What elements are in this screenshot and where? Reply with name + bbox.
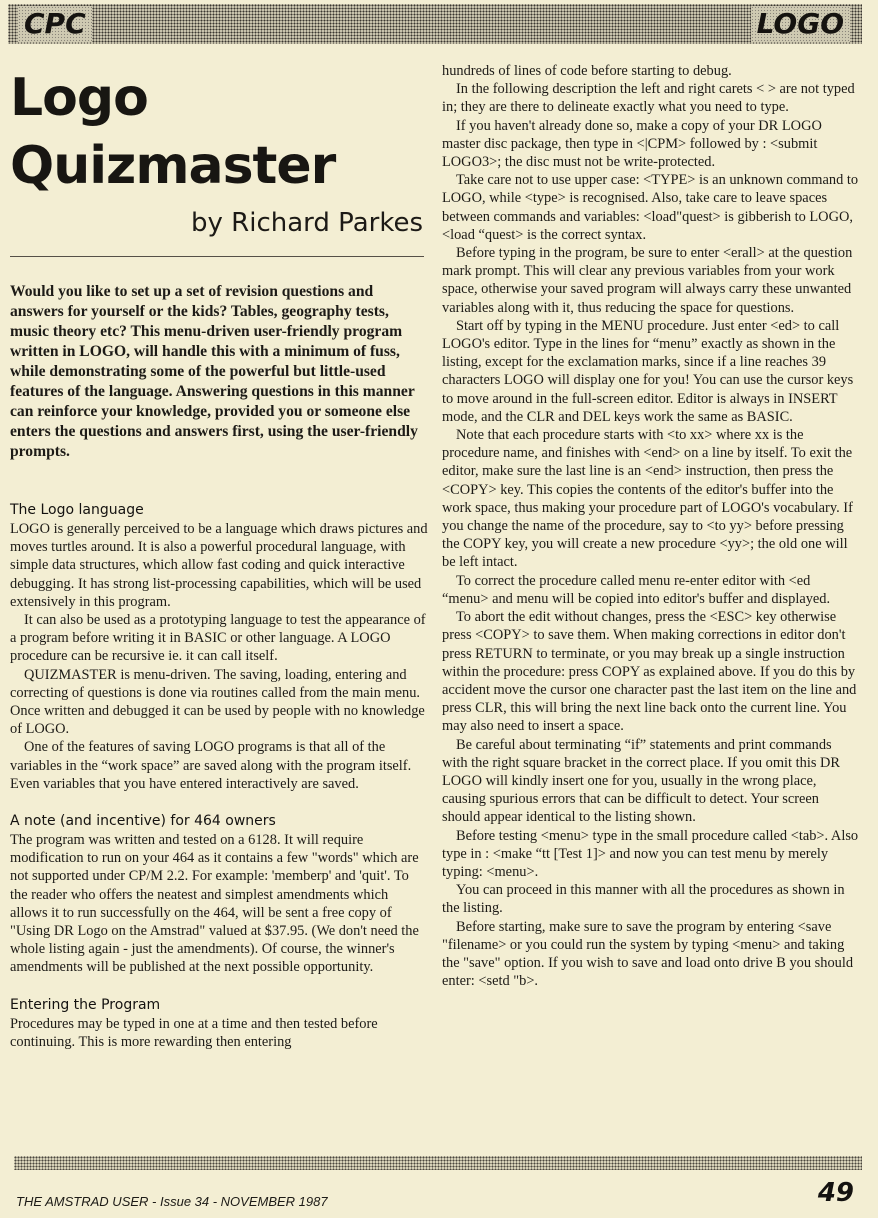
paragraph: Before starting, make sure to save the program by entering <save "filename> or you could run the system by typing <menu> and taking the "save" option. If you wish to save and load onto drive B you should enter: <setd "b>. bbox=[442, 918, 854, 990]
title-divider bbox=[10, 256, 424, 257]
paragraph: In the following description the left and right carets < > are not typed in; they are there to delineate exactly what you need to type. bbox=[442, 81, 855, 116]
paragraph: To abort the edit without changes, press the <ESC> key otherwise press <COPY> to save them. When making corrections in editor don't press RETURN to terminate, or you may break up a single instruction within the procedure: press COPY as explained above. If you do this by accident move the cursor one character past the last item on the line and press CLR, this will bring the next line back onto the current line. You may also need to insert a space. bbox=[442, 609, 857, 735]
title-line-2: Quizmaster bbox=[10, 136, 336, 196]
paragraph: Be careful about terminating “if” statements and print commands with the right square bracket in the correct place. If you omit this DR LOGO will kindly insert one for you, usually in the wrong place, causing spurious errors that can be difficult to detect. Your screen should appear identical to the listing shown. bbox=[442, 736, 841, 826]
header-section-label: LOGO bbox=[751, 6, 850, 42]
paragraph: It can also be used as a prototyping language to test the appearance of a program before writing it in BASIC or other language. A LOGO procedure can be recursive ie. it can call itself. bbox=[10, 612, 426, 665]
paragraph: QUIZMASTER is menu-driven. The saving, loading, entering and correcting of questions is done via routines called from the main menu. Once written and debugged it can be used by people with no knowledge of LOGO. bbox=[10, 666, 425, 738]
right-column bbox=[442, 62, 860, 990]
header-platform-label: CPC bbox=[18, 6, 92, 42]
paragraph: hundreds of lines of code before starting to debug. bbox=[442, 63, 732, 79]
paragraph: Start off by typing in the MENU procedure. Just enter <ed> to call LOGO's editor. Type in the lines for “menu” exactly as shown in the listing, except for the exclamation marks, since if a line reaches 39 characters LOGO will display one for you! You can use the cursor keys to move around in the full-screen editor. Editor is always in INSERT mode, and the CLR and DEL keys work the same as BASIC. bbox=[442, 317, 854, 425]
article-title bbox=[10, 64, 410, 200]
byline: by Richard Parkes bbox=[191, 208, 423, 238]
paragraph: One of the features of saving LOGO programs is that all of the variables in the “work space” are saved along with the program itself. Even variables that you have entered interactively are saved. bbox=[10, 739, 412, 792]
standfirst: Would you like to set up a set of revision questions and answers for yourself or the kids? Tables, geography tests, music theory etc? This menu-driven user-friendly program written in LOGO, will handle this with a minimum of fuss, while demonstrating some of the powerful but little-used features of the language. Answering questions in this manner can reinforce your knowledge, provided you or someone else enters the questions and answers first, using the user-friendly prompts. bbox=[10, 283, 418, 460]
header-band bbox=[8, 4, 862, 44]
section-gap bbox=[10, 793, 428, 811]
paragraph: LOGO is generally perceived to be a language which draws pictures and moves turtles around. It is also a powerful procedural language, with simple data structures, which allow fast coding and quick interactive debugging. It has strong list-processing capabilities, which will be used extensively in this program. bbox=[10, 521, 428, 610]
paragraph: Note that each procedure starts with <to xx> where xx is the procedure name, and finishes with <end> on a line by itself. To exit the editor, make sure the last line is an <end> instruction, then press the <COPY> key. This copies the contents of the editor's buffer into the work space, thus making your procedure part of LOGO's vocabulary. If you change the name of the procedure, say to <to yy> before pressing the COPY key, you will create a new procedure <yy>; the old one will be left intact. bbox=[442, 427, 853, 571]
section-gap bbox=[10, 977, 428, 995]
paragraph: The program was written and tested on a 6128. It will require modification to run on your 464 as it contains a few "words" which are not supported under CP/M 2.2. For example: 'memberp' and 'quit'. To the reader who offers the neatest and simplest amendments which allows it to run successfully on the 464, will be sent a free copy of "Using DR Logo on the Amstrad" valued at $37.95. (We don't need the whole listing again - just the amendments). Of course, the winner's amendments will be published at the next possible opportunity. bbox=[10, 832, 419, 976]
left-column bbox=[10, 500, 428, 1051]
paragraph: If you haven't already done so, make a copy of your DR LOGO master disc package, then type in <|CPM> followed by : <submit LOGO3>; the disc must not be write-protected. bbox=[442, 117, 822, 171]
paragraph: Before testing <menu> type in the small procedure called <tab>. Also type in : <make “tt [Test 1]> and now you can test menu by merely typing: <menu>. bbox=[442, 827, 859, 880]
heading-entering-program: Entering the Program bbox=[10, 996, 161, 1013]
paragraph: Procedures may be typed in one at a time and then tested before continuing. This is more rewarding then entering bbox=[10, 1015, 378, 1050]
footer-publication: THE AMSTRAD USER - Issue 34 - NOVEMBER 1987 bbox=[16, 1194, 328, 1209]
heading-note-464: A note (and incentive) for 464 owners bbox=[10, 813, 276, 830]
paragraph: To correct the procedure called menu re-enter editor with <ed “menu> and menu will be copied into editor's buffer and displayed. bbox=[442, 572, 831, 607]
title-line-1: Logo bbox=[10, 68, 148, 128]
paragraph: Before typing in the program, be sure to enter <erall> at the question mark prompt. This will clear any previous variables from your work space, otherwise your saved program will always carry these unwanted variables along with it, thus reducing the space for questions. bbox=[442, 245, 853, 316]
heading-logo-language: The Logo language bbox=[10, 502, 144, 518]
paragraph: You can proceed in this manner with all the procedures as shown in the listing. bbox=[442, 882, 845, 917]
footer-band bbox=[14, 1156, 862, 1170]
page-number: 49 bbox=[817, 1178, 854, 1208]
paragraph: Take care not to use upper case: <TYPE> is an unknown command to LOGO, while <type> is recognised. Also, take care to leave spaces between commands and variables: <load"quest> is gibberish to LOGO, <load “quest> is the correct syntax. bbox=[442, 172, 859, 243]
